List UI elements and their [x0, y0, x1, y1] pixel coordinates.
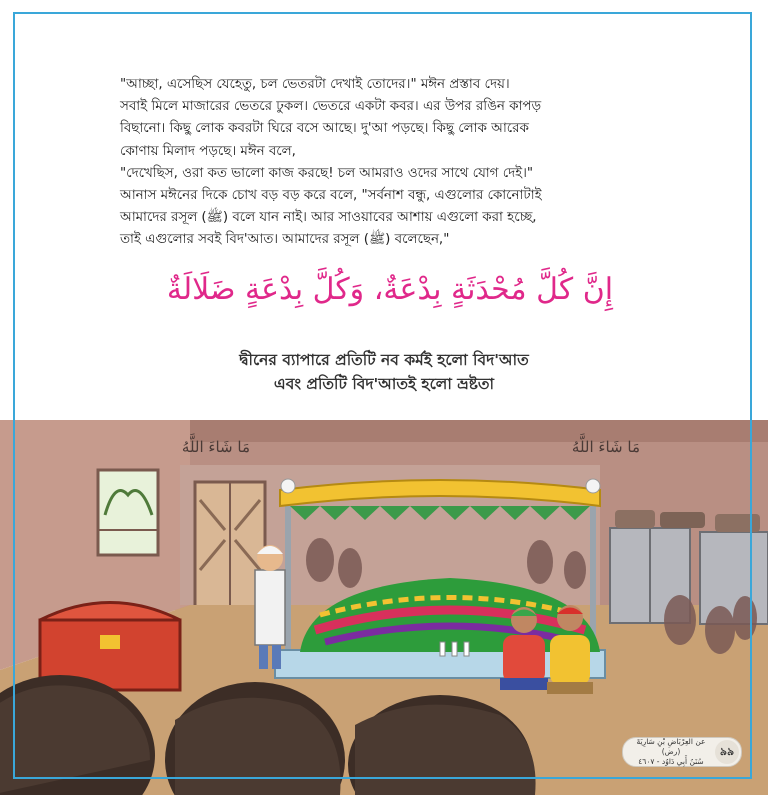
- reference-line-2: سُنَنُ أَبِي دَاوُد - ٤٦٠٧: [638, 757, 704, 766]
- narrative-line: কোণায় মিলাদ পড়ছে। মঈন বলে,: [120, 143, 296, 159]
- footer-reference-badge: [622, 737, 742, 767]
- candles: [440, 642, 469, 656]
- wall-writing-left: مَا شَاءَ اللَّهُ: [181, 438, 250, 456]
- narrative-line: "আচ্ছা, এসেছিস যেহেতু, চল ভেতরটা দেখাই তোদের।" মঈন প্রস্তাব দেয়।: [120, 77, 510, 92]
- narrative-line: বিছানো। কিছু লোক কবরটা ঘিরে বসে আছে। দু'আ পড়ছে। কিছু লোক আরেক: [120, 121, 529, 137]
- hadith-translation: [120, 348, 648, 396]
- hadith-arabic: إِنَّ كُلَّ مُحْدَثَةٍ بِدْعَةٌ، وَكُلَّ بِدْعَةٍ ضَلَالَةٌ: [166, 272, 614, 307]
- canopy-post: [285, 490, 291, 660]
- narrative-line: "দেখেছিস, ওরা কত ভালো কাজ করছে! চল আমরাও ওদের সাথে যোগ দেই।": [120, 165, 534, 181]
- translation-line-1: দ্বীনের ব্যাপারে প্রতিটি নব কর্মই হলো বিদ'আত: [239, 351, 529, 369]
- reference-line-1: عن العِرْبَاضِ بْنِ سَارِيَةَ (رض): [636, 737, 706, 756]
- wall-writing-right: مَا شَاءَ اللَّهُ: [571, 438, 640, 456]
- hadith-reference: [623, 737, 715, 767]
- narrative-line: আমাদের রসূল (ﷺ) বলে যান নাই। আর সাওয়াবের আশায় এগুলো করা হচ্ছে,: [120, 210, 537, 226]
- narrative-line: সবাই মিলে মাজারের ভেতরে ঢুকল। ভেতরে একটা কবর। এর উপর রঙিন কাপড়: [120, 99, 542, 115]
- narrative-text: [120, 74, 660, 252]
- translation-line-2: এবং প্রতিটি বিদ'আতই হলো ভ্রষ্টতা: [273, 375, 495, 393]
- page-number: ৯৯: [715, 740, 739, 764]
- narrative-line: তাই এগুলোর সবই বিদ'আত। আমাদের রসূল (ﷺ) বলেছেন,": [120, 232, 450, 248]
- narrative-line: আনাস মঈনের দিকে চোখ বড় বড় করে বলে, "সর্বনাশ বন্ধু, এগুলোর কোনোটাই: [120, 188, 542, 204]
